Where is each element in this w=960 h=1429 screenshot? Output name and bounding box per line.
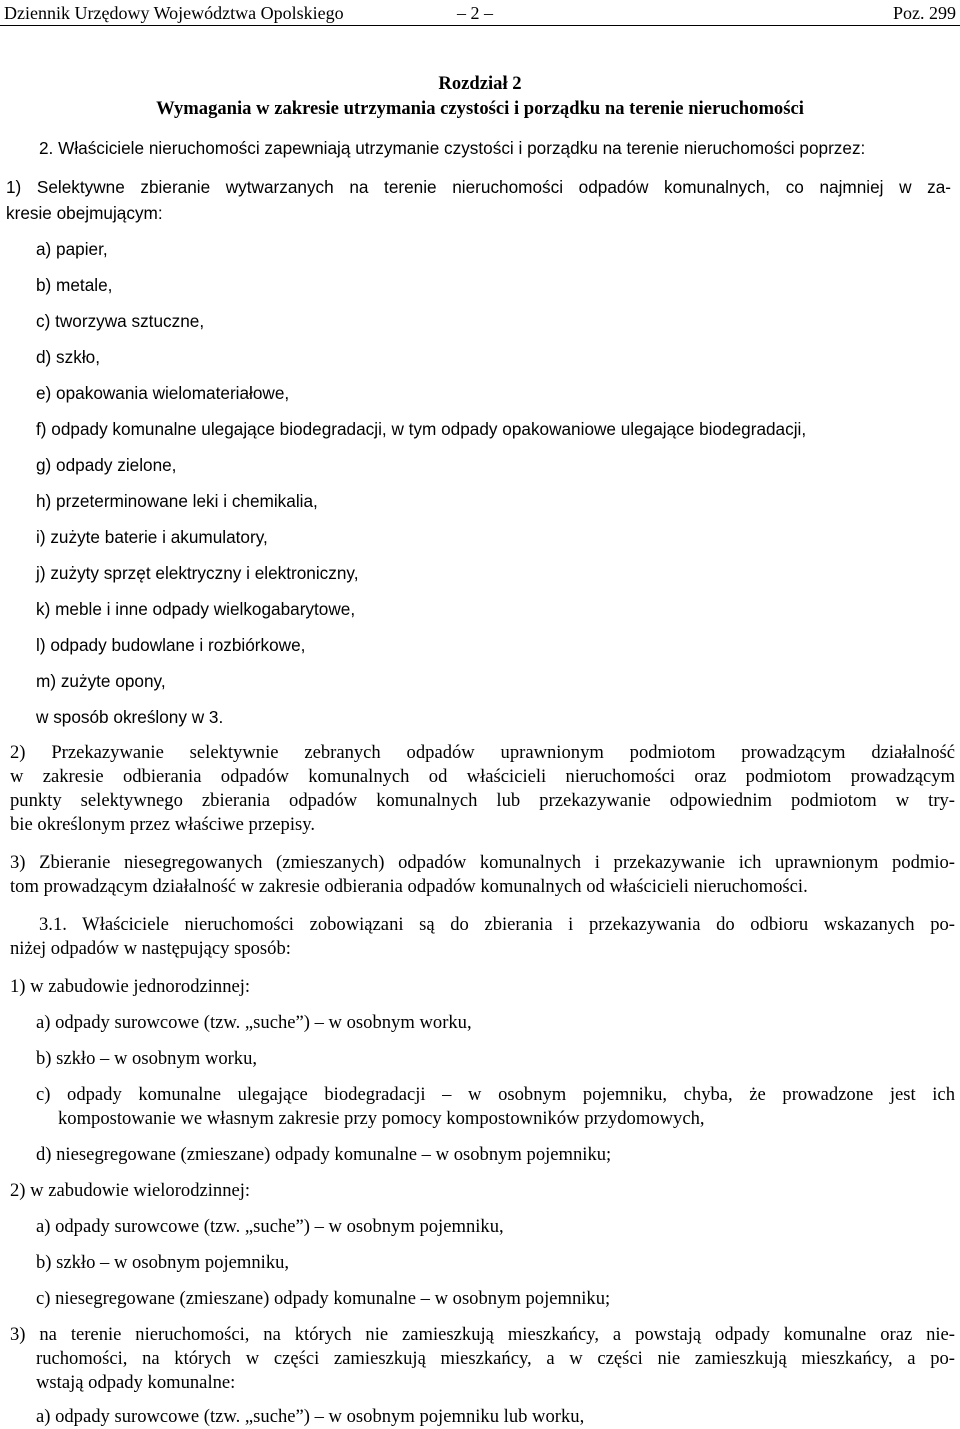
- header-rule: [0, 25, 960, 26]
- par3-intro-line2: niżej odpadów w następujący sposób:: [10, 938, 291, 959]
- list-item: g) odpady zielone,: [36, 455, 177, 475]
- list-item: l) odpady budowlane i rozbiórkowe,: [36, 635, 306, 655]
- list-item-closing: w sposób określony w 3.: [36, 707, 224, 727]
- list-item: d) szkło,: [36, 347, 100, 367]
- list-item: e) opakowania wielomateriałowe,: [36, 383, 290, 403]
- par2-point2-line1: 2) Przekazywanie selektywnie zebranych odpadów uprawnionym podmiotom prowadzącym działalność: [10, 742, 955, 763]
- list-item: m) zużyte opony,: [36, 671, 166, 691]
- list-item: k) meble i inne odpady wielkogabarytowe,: [36, 599, 356, 619]
- journal-title: Dziennik Urzędowy Województwa Opolskiego: [4, 3, 344, 23]
- par3-section2-title: 2) w zabudowie wielorodzinnej:: [10, 1180, 251, 1201]
- list-item: b) szkło – w osobnym worku,: [36, 1048, 258, 1069]
- list-item: b) szkło – w osobnym pojemniku,: [36, 1252, 290, 1273]
- list-item: i) zużyte baterie i akumulatory,: [36, 527, 268, 547]
- list-item: d) niesegregowane (zmieszane) odpady komunalne – w osobnym pojemniku;: [36, 1144, 612, 1165]
- par2-point3-line2: tom prowadzącym działalność w zakresie odbierania odpadów komunalnych od właścicieli nieruchomości.: [10, 876, 808, 897]
- list-item: h) przeterminowane leki i chemikalia,: [36, 491, 318, 511]
- list-item: a) papier,: [36, 239, 108, 259]
- position-number: Poz. 299: [893, 3, 956, 23]
- par3-intro-line1: 3.1. Właściciele nieruchomości zobowiązani są do zbierania i przekazywania do odbioru wskazanych po-: [39, 914, 955, 935]
- list-item: a) odpady surowcowe (tzw. „suche”) – w osobnym pojemniku lub worku,: [36, 1406, 585, 1427]
- list-item: c) odpady komunalne ulegające biodegradacji – w osobnym pojemniku, chyba, że prowadzone jest ich: [36, 1084, 955, 1105]
- chapter-number: Rozdział 2: [438, 73, 522, 94]
- par2-point1-line1: 1) Selektywne zbieranie wytwarzanych na terenie nieruchomości odpadów komunalnych, co najmniej w za-: [6, 177, 951, 197]
- par3-section3-line3: wstają odpady komunalne:: [36, 1372, 236, 1393]
- list-item-continuation: kompostowanie we własnym zakresie przy pomocy kompostowników przydomowych,: [58, 1108, 705, 1129]
- par2-point2-line3: punkty selektywnego zbierania odpadów komunalnych lub przekazywanie odpowiednim podmiotom w try-: [10, 790, 955, 811]
- running-header: [0, 0, 960, 26]
- list-item: f) odpady komunalne ulegające biodegradacji, w tym odpady opakowaniowe ulegające biodegradacji,: [36, 419, 807, 439]
- par3-section1-title: 1) w zabudowie jednorodzinnej:: [10, 976, 251, 997]
- par2-point2-line2: w zakresie odbierania odpadów komunalnych od właścicieli nieruchomości oraz podmiotom prowadzącym: [10, 766, 955, 787]
- page-number: – 2 –: [457, 3, 493, 23]
- list-item: a) odpady surowcowe (tzw. „suche”) – w osobnym pojemniku,: [36, 1216, 504, 1237]
- par3-section3-line1: 3) na terenie nieruchomości, na których nie zamieszkują mieszkańcy, a powstają odpady komunalne oraz nie-: [10, 1324, 955, 1345]
- par3-section3-line2: ruchomości, na których w części zamieszkują mieszkańcy, a w części nie zamieszkują mieszkańcy, a po-: [36, 1348, 955, 1369]
- list-item: c) tworzywa sztuczne,: [36, 311, 205, 331]
- list-item: c) niesegregowane (zmieszane) odpady komunalne – w osobnym pojemniku;: [36, 1288, 611, 1309]
- list-item: j) zużyty sprzęt elektryczny i elektroniczny,: [36, 563, 359, 583]
- par2-point1-line2: kresie obejmującym:: [6, 203, 163, 223]
- list-item: a) odpady surowcowe (tzw. „suche”) – w osobnym worku,: [36, 1012, 472, 1033]
- list-item: b) metale,: [36, 275, 113, 295]
- par2-intro: 2. Właściciele nieruchomości zapewniają utrzymanie czystości i porządku na terenie nieruchomości poprzez:: [39, 138, 866, 158]
- par2-point2-line4: bie określonym przez właściwe przepisy.: [10, 814, 315, 835]
- par2-point3-line1: 3) Zbieranie niesegregowanych (zmieszanych) odpadów komunalnych i przekazywanie ich uprawnionym podmio-: [10, 852, 955, 873]
- chapter-title: Wymagania w zakresie utrzymania czystości i porządku na terenie nieruchomości: [156, 98, 804, 119]
